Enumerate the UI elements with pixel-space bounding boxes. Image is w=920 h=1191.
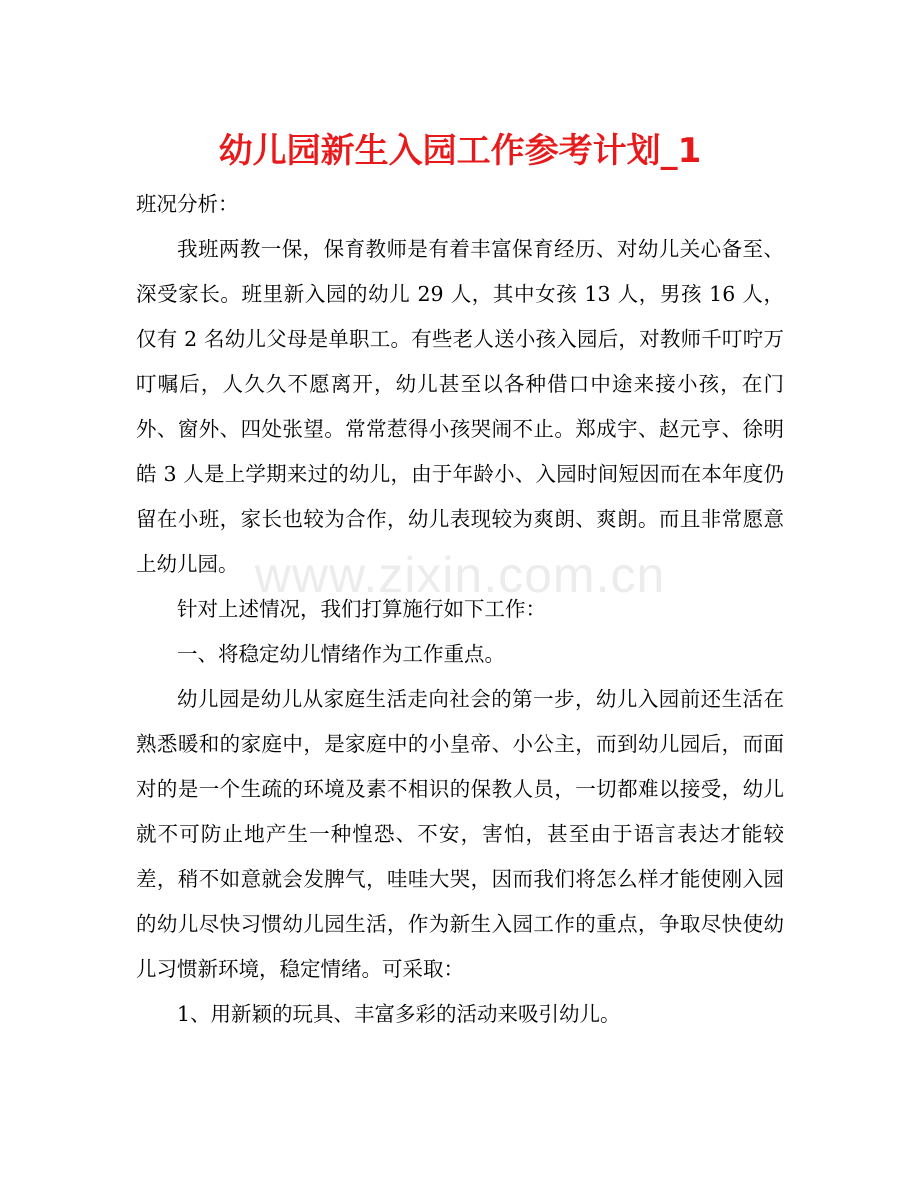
paragraph-class-analysis: 我班两教一保，保育教师是有着丰富保育经历、对幼儿关心备至、深受家长。班里新入园的幼儿 29 人，其中女孩 13 人，男孩 16 人，仅有 2 名幼儿父母是单职工。有些老人送小孩入园后，对教师千叮咛万叮嘱后，人久久不愿离开，幼儿甚至以各种借口中途来接小孩，在门外、窗外、四处张望。常常惹得小孩哭闹不止。郑成宇、赵元亨、徐明皓 3 人是上学期来过的幼儿，由于年龄小、入园时间短因而在本年度仍留在小班，家长也较为合作，幼儿表现较为爽朗、爽朗。而且非常愿意上幼儿园。 bbox=[136, 237, 784, 576]
heading-item-one: 一、将稳定幼儿情绪作为工作重点。 bbox=[177, 642, 505, 666]
section-label: 班况分析： bbox=[136, 192, 239, 216]
watermark-text: www.zixin.com.cn bbox=[254, 547, 666, 603]
paragraph-emotion-focus: 幼儿园是幼儿从家庭生活走向社会的第一步，幼儿入园前还生活在熟悉暖和的家庭中，是家庭中的小皇帝、小公主，而到幼儿园后，而面对的是一个生疏的环境及素不相识的保教人员，一切都难以接受，幼儿就不可防止地产生一种惶恐、不安，害怕，甚至由于语言表达才能较差，稍不如意就会发脾气，哇哇大哭，因而我们将怎么样才能使刚入园的幼儿尽快习惯幼儿园生活，作为新生入园工作的重点，争取尽快使幼儿习惯新环境，稳定情绪。可采取： bbox=[136, 687, 784, 981]
paragraph-work-intro: 针对上述情况，我们打算施行如下工作： bbox=[177, 597, 546, 621]
document-title: 幼儿园新生入园工作参考计划_1 bbox=[218, 131, 702, 171]
list-item-one: 1、用新颖的玩具、丰富多彩的活动来吸引幼儿。 bbox=[177, 1002, 621, 1026]
document-body bbox=[136, 182, 784, 1037]
